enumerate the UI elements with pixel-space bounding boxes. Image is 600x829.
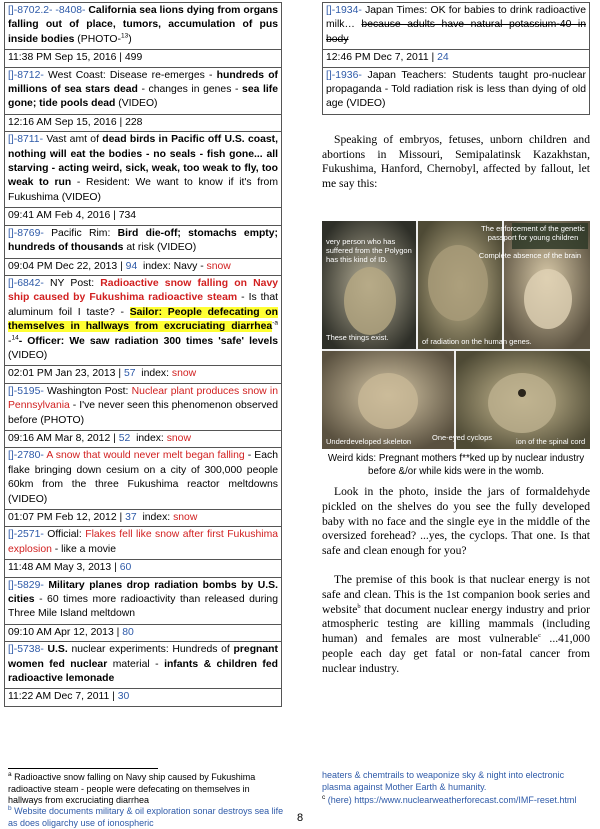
entry-8769: []-8769- Pacific Rim: Bird die-off; stomachs empty; hundreds of thousands at risk (VIDEO): [4, 225, 282, 258]
entry-8712: []-8712- West Coast: Disease re-emerges - hundreds of millions of sea stars dead - changes in genes - sea life gone; tide pools dead (VIDEO): [4, 67, 282, 114]
footnote-a: $^a$ Radioactive snow falling on Navy ship caused by Fukushima radioactive steam - people were defecating on themselves in hallways from excruciating diarrhea: [8, 771, 256, 805]
photo-caption: Weird kids: Pregnant mothers f**ked up by nuclear industry before &/or while kids were in the womb.: [327, 453, 585, 477]
entry-meta: 09:16 AM Mar 8, 2012 | 52 index: snow: [4, 430, 282, 447]
entry-2571: []-2571- Official: Flakes fell like snow after first Fukushima explosion - like a movie: [4, 526, 282, 559]
entry-meta: 09:10 AM Apr 12, 2013 | 80: [4, 624, 282, 641]
entry-link[interactable]: -8408-: [55, 5, 86, 16]
entry-link[interactable]: []-8711-: [8, 134, 44, 146]
highlighted-quote: Sailor: People defecating on themselves in hallways from excruciating diarrhea: [8, 306, 278, 333]
entry-meta: 12:16 AM Sep 15, 2016 | 228: [4, 114, 282, 131]
entry-link[interactable]: []-5195-: [8, 385, 44, 397]
index-tag[interactable]: snow: [173, 512, 198, 523]
left-column: [4, 0, 282, 707]
entry-link[interactable]: []-5829-: [8, 579, 44, 591]
footnote-b: $^b$ Website documents military & oil exploration sonar destroys sea life as does oligarchy use of ionospheric: [8, 805, 284, 828]
entry-headline: California sea lions dying from organs falling out of place, tumors, accumulation of pus inside bodies: [8, 5, 278, 45]
entry-meta: 09:41 AM Feb 4, 2016 | 734: [4, 207, 282, 224]
page-number: 8: [296, 812, 304, 824]
entry-link[interactable]: []-1936-: [326, 69, 362, 81]
entry-5195: []-5195- Washington Post: Nuclear plant produces snow in Pennsylvania - I've never seen this phenomenon observed before (PHOTO): [4, 383, 282, 430]
entry-link[interactable]: []-5738-: [8, 644, 44, 656]
entry-8711: []-8711- Vast amt of dead birds in Pacific off U.S. coast, nothing will eat the bodies - no seals - fish gone... all starving - acting weird, sick, weak, too weak to fly, too weak to run - Resident: We want to know if it's from Fukushima (VIDEO): [4, 131, 282, 207]
entry-link[interactable]: []-8702.2-: [8, 5, 53, 16]
entry-link[interactable]: []-2571-: [8, 529, 44, 541]
entry-1936: []-1936- Japan Teachers: Students taught pro-nuclear propaganda - Told radiation risk is less than dying of old age (VIDEO): [322, 67, 590, 115]
footnote-c: $^c$ (here) https://www.nuclearweatherforecast.com/IMF-reset.html: [322, 794, 577, 805]
right-column-lower: [322, 485, 590, 677]
entry-link[interactable]: []-1934-: [326, 5, 362, 16]
footnote-rule: [8, 768, 158, 769]
entry-6842: []-6842- NY Post: Radioactive snow falling on Navy ship caused by Fukushima radioactive steam - Is that aluminum foil I taste? - Sailor: People defecating on themselves in hallways from excruciating diarrhea$^{-a}$ -$^{14}$- Officer: We saw radiation 300 times 'safe' levels (VIDEO): [4, 275, 282, 365]
entry-meta: 11:22 AM Dec 7, 2011 | 30: [4, 688, 282, 706]
entry-1934: []-1934- Japan Times: OK for babies to drink radioactive milk… because adults have natural potassium-40 in body: [322, 2, 590, 49]
entry-link[interactable]: []-6842-: [8, 277, 44, 289]
entry-meta: 11:48 AM May 3, 2013 | 60: [4, 559, 282, 576]
index-tag[interactable]: snow: [171, 368, 197, 380]
paragraph-intro: Speaking of embryos, fetuses, unborn children and abortions in Missouri, Semipalatinsk Kazakhstan, Fukushima, Hanford, Chernobyl, affected by fallout, let me say this:: [322, 132, 590, 191]
entry-5829: []-5829- Military planes drop radiation bombs by U.S. cities - 60 times more radioactivity than released during Three Mile Island meltdown: [4, 577, 282, 624]
footnote-b-continued[interactable]: heaters & chemtrails to weaponize sky & night into electronic plasma against Mother Earth & humanity.: [322, 770, 565, 792]
index-tag[interactable]: snow: [206, 260, 231, 272]
entry-link[interactable]: []-8769-: [8, 227, 44, 239]
specimen-photo: The enforcement of the genetic passport for young children very person who has suffered from the Polygon has this kind of ID. Complete absence of the brain These things exist. of radiation on the human genes. Underdeveloped skeleton One-eyed cyclops ion of the spinal cord: [322, 221, 590, 449]
entry-link[interactable]: []-8712-: [8, 69, 44, 81]
right-column: [322, 0, 590, 192]
entry-meta: 02:01 PM Jan 23, 2013 | 57 index: snow: [4, 365, 282, 382]
entry-2780: []-2780- A snow that would never melt began falling - Each flake bringing down cesium on a city of 300,000 people 60km from the three Fukushima reactor meltdowns (VIDEO): [4, 447, 282, 509]
footnote-c-link[interactable]: (here) https://www.nuclearweatherforecast.com/IMF-reset.html: [327, 795, 577, 805]
entry-meta: 09:04 PM Dec 22, 2013 | 94 index: Navy - snow: [4, 258, 282, 275]
index-tag[interactable]: snow: [166, 432, 191, 444]
paragraph-premise: The premise of this book is that nuclear energy is not safe and clean. This is the 1st companion book series and website$^b$ that document nuclear energy industry and prior atmospheric testing are killing mammals (including human) and females are most vulnerable$^c$ ...41,000 people each day get fatal or non-fatal cancer from nuclear industry.: [322, 572, 590, 675]
entry-meta: 12:46 PM Dec 7, 2011 | 24: [322, 49, 590, 66]
entry-link[interactable]: []-2780-: [8, 450, 44, 462]
entry-5738: []-5738- U.S. nuclear experiments: Hundreds of pregnant women fed nuclear material - infants & children fed radioactive lemonade: [4, 641, 282, 688]
entry-8702: []-8702.2- -8408- California sea lions dying from organs falling out of place, tumors, accumulation of pus inside bodies (PHOTO-$^{13}$): [4, 2, 282, 49]
entry-meta: 11:38 PM Sep 15, 2016 | 499: [4, 49, 282, 66]
entry-meta: 01:07 PM Feb 12, 2012 | 37 index: snow: [4, 509, 282, 526]
paragraph-cyclops: Look in the photo, inside the jars of formaldehyde pickled on the shelves do you see the fully developed baby with no face and the single eye in the middle of the oversized forehead? ...yes, the cyclops. That one. Is that safe and clean enough for you?: [322, 485, 590, 558]
